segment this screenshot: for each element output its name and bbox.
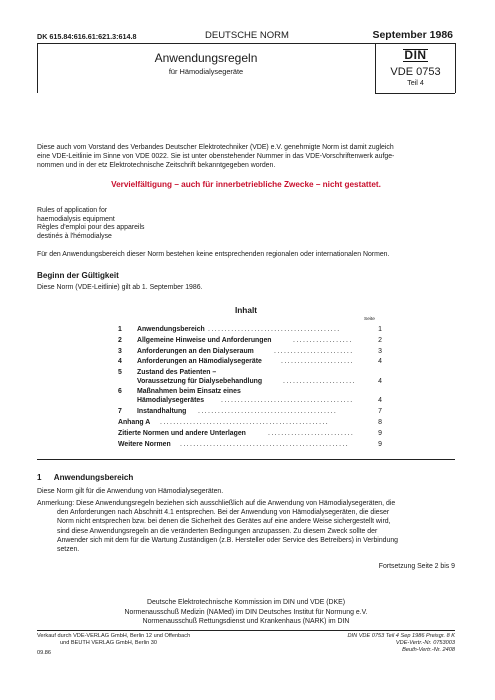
toc-leader-dots: ...................... — [281, 358, 354, 365]
din-block-rule — [375, 93, 455, 94]
toc-leader-dots: ...................... — [283, 378, 356, 385]
toc-entry-label: Zustand des Patienten – — [137, 369, 217, 376]
section-heading — [37, 473, 133, 482]
toc-entry[interactable] — [118, 397, 382, 407]
toc-entry[interactable] — [118, 408, 382, 418]
toc-leader-dots: .................. — [293, 337, 353, 344]
toc-entry[interactable] — [118, 378, 382, 388]
toc-entry[interactable] — [118, 337, 382, 347]
commission-line: Normenausschuß Rettungsdienst und Krankenhaus (NARK) im DIN — [142, 618, 350, 625]
vde-order-number: VDE-Vertr.-Nr. 0753003 — [395, 640, 455, 646]
section-title: Anwendungsbereich — [53, 473, 134, 482]
toc-entry-label: Allgemeine Hinweise und Anforderungen — [137, 337, 272, 344]
toc-entry[interactable] — [118, 419, 382, 429]
toc-entry-label: Anwendungsbereich — [137, 326, 205, 333]
toc-entry[interactable] — [118, 326, 382, 336]
price-group-line: DIN VDE 0753 Teil 4 Sep 1986 Preisgr. 8 K — [347, 633, 455, 639]
toc-entry-page: 9 — [378, 430, 382, 437]
standard-number: VDE 0753 — [390, 66, 441, 78]
section-rule — [37, 459, 455, 460]
toc-entry-label: Voraussetzung für Dialysebehandlung — [137, 378, 263, 385]
toc-entry[interactable] — [118, 348, 382, 358]
toc-leader-dots: ........................................ — [221, 397, 354, 404]
toc-entry-label: Maßnahmen beim Einsatz eines — [137, 388, 241, 395]
toc-leader-dots: .......................... — [268, 430, 355, 437]
note-line: sind diese Anwendungsregeln an die veränderten Bedingungen anzupassen. Zu diesem Zweck sollte der — [57, 527, 378, 535]
order-info — [348, 633, 455, 654]
french-title-line: destinés à l'hémodialyse — [37, 232, 112, 240]
toc-entry-label: Hämodialysegerätes — [137, 397, 205, 404]
note-line: den Anforderungen nach Abschnitt 4.1 entsprechen. Bei der Anwendung von Hämodialysegeräten, die dieser — [57, 509, 390, 517]
din-block — [376, 43, 455, 91]
toc-entry-page: 4 — [378, 358, 382, 365]
sales-info — [37, 633, 190, 657]
toc-entry-number: 2 — [118, 337, 122, 344]
toc-entry-number: 6 — [118, 388, 122, 395]
note-line: Anmerkung: Diese Anwendungsregeln beziehen sich ausschließlich auf die Anwendung von Hämodialysegeräten, die — [37, 500, 396, 507]
toc-entry-number: 1 — [118, 326, 122, 333]
sales-line: Verkauf durch VDE-VERLAG GmbH, Berlin 12 und Offenbach — [37, 633, 191, 639]
toc-entry-page: 1 — [378, 326, 382, 333]
document-subtitle: für Hämodialysegeräte — [168, 67, 244, 76]
french-title-line: Règles d'emploi pour des appareils — [37, 224, 145, 231]
continuation-note: Fortsetzung Seite 2 bis 9 — [378, 563, 455, 570]
toc-entry[interactable] — [118, 441, 382, 451]
toc-entry[interactable] — [118, 358, 382, 368]
section-text: Diese Norm gilt für die Anwendung von Hämodialysegeräten. — [37, 488, 224, 495]
publication-date: September 1986 — [372, 29, 453, 41]
translated-titles — [37, 207, 144, 241]
copy-restriction-warning: Vervielfältigung – auch für innerbetriebliche Zwecke – nicht gestattet. — [111, 180, 381, 189]
toc-entry-number: 5 — [118, 369, 122, 376]
standard-part: Teil 4 — [407, 78, 424, 87]
toc-entry-page: 9 — [378, 441, 382, 448]
validity-heading: Beginn der Gültigkeit — [37, 271, 119, 280]
toc-entry-label: Weitere Normen — [118, 441, 171, 448]
section-note — [37, 499, 462, 554]
document-type: DEUTSCHE NORM — [205, 30, 289, 41]
toc-leader-dots: .......................................... — [198, 408, 338, 415]
toc-entry-label: Zitierte Normen und andere Unterlagen — [118, 430, 246, 437]
commission-block — [37, 598, 455, 627]
toc-leader-dots: ................................................... — [160, 419, 330, 426]
toc-entry-page: 8 — [378, 419, 382, 426]
toc-entry-page: 7 — [378, 408, 382, 415]
title-block — [37, 43, 375, 81]
english-title-line: haemodialysis equipment — [37, 215, 115, 223]
toc-entry-label: Instandhaltung — [137, 408, 187, 415]
toc-entry-label: Anforderungen an den Dialyseraum — [137, 348, 254, 355]
toc-entry-page: 4 — [378, 397, 382, 404]
commission-line: Deutsche Elektrotechnische Kommission im DIN und VDE (DKE) — [147, 599, 345, 606]
toc-entry-number: 3 — [118, 348, 122, 355]
footer-rule — [37, 630, 455, 631]
scope-note: Für den Anwendungsbereich dieser Norm bestehen keine entsprechenden regionalen oder internationalen Normen. — [37, 251, 390, 258]
toc-page-column-label: Seite — [364, 317, 375, 322]
toc-entry[interactable] — [118, 430, 382, 440]
toc-entry-label: Anhang A — [118, 419, 151, 426]
english-title-line: Rules of application for — [37, 207, 108, 214]
toc-entry-page: 2 — [378, 337, 382, 344]
note-line: setzen. — [57, 546, 80, 554]
note-line: Anwender sich mit dem für die Wartung Zuständigen (z.B. Hersteller oder Service des Betreibers) in Verbindung — [57, 536, 398, 544]
toc-leader-dots: ........................................ — [208, 326, 341, 333]
intro-paragraph — [37, 143, 457, 171]
toc-entry-label: Anforderungen an Hämodialysegeräte — [137, 358, 262, 365]
validity-text: Diese Norm (VDE-Leitlinie) gilt ab 1. September 1986. — [37, 284, 203, 291]
din-logo: DIN — [404, 48, 427, 62]
print-date: 09.86 — [37, 650, 51, 656]
toc-entry-page: 4 — [378, 378, 382, 385]
intro-line: Diese auch vom Vorstand des Verbandes Deutscher Elektrotechniker (VDE) e.V. genehmigte Norm ist damit zugleich — [37, 144, 394, 151]
sales-line: und BEUTH VERLAG GmbH, Berlin 30 — [60, 640, 157, 646]
toc-entry-number: 4 — [118, 358, 122, 365]
frame-left — [37, 43, 38, 93]
section-number: 1 — [37, 473, 42, 482]
toc-title: Inhalt — [234, 305, 258, 315]
toc-entry-page: 3 — [378, 348, 382, 355]
document-title: Anwendungsregeln — [154, 51, 258, 65]
frame-right — [455, 43, 456, 93]
toc-leader-dots: ................................................... — [180, 441, 350, 448]
commission-line: Normenausschuß Medizin (NAMed) im DIN Deutsches Institut für Normung e.V. — [124, 608, 368, 616]
beuth-order-number: Beuth-Vertr.-Nr. 2408 — [402, 647, 455, 653]
intro-line: nommen und in der etz Elektrotechnische Zeitschrift bekanntgegeben worden. — [37, 162, 276, 170]
note-line: Norm nicht entsprechen bzw. bei denen die Sicherheit des Gerätes auf eine andere Weise sichergestellt wird, — [57, 518, 391, 526]
toc-entry-number: 7 — [118, 408, 122, 415]
dk-classification: DK 615.84:616.61:621.3:614.8 — [37, 32, 137, 41]
intro-line: eine VDE-Leitlinie im Sinne von VDE 0022. Sie ist unter obenstehender Nummer in das VDE-Vorschriftenwerk aufge- — [37, 153, 395, 161]
toc-leader-dots: ........................ — [274, 348, 354, 355]
